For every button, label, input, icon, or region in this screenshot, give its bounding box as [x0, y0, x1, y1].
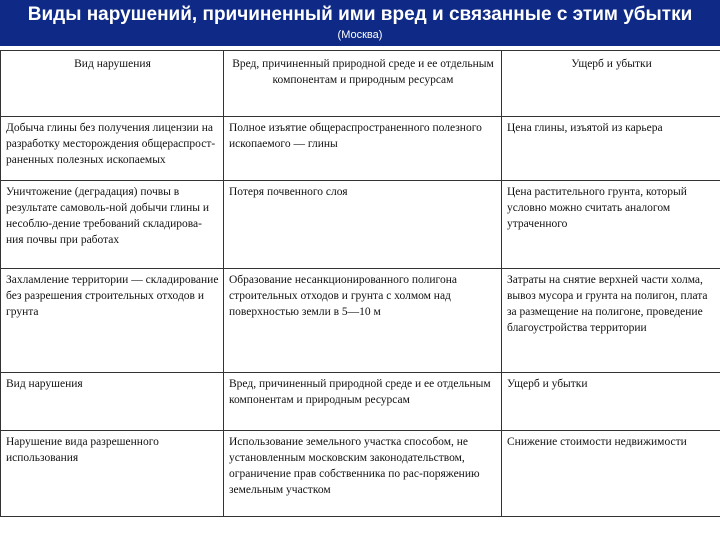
cell-harm: Использование земельного участка способом, не установленным московским законодательством, ограничение прав собственника по рас-поряжению земельным участком [224, 431, 502, 517]
cell-violation: Добыча глины без получения лицензии на разработку месторождения общераспрост-раненных полезных ископаемых [1, 117, 224, 181]
cell-harm: Потеря почвенного слоя [224, 181, 502, 269]
cell-damage: Снижение стоимости недвижимости [502, 431, 720, 517]
table-row-repeated-header [1, 373, 720, 431]
page-subtitle: (Москва) [337, 29, 383, 41]
table-row [1, 269, 720, 373]
cell-damage: Ущерб и убытки [502, 373, 720, 431]
table-header-row [1, 51, 720, 117]
cell-damage: Затраты на снятие верхней части холма, вывоз мусора и грунта на полигон, плата за размещение на полигоне, проведение благоустройства территории [502, 269, 720, 373]
violations-table [0, 50, 720, 517]
column-header-harm: Вред, причиненный природной среде и ее отдельным компонентам и природным ресурсам [224, 51, 502, 117]
cell-harm: Вред, причиненный природной среде и ее отдельным компонентам и природным ресурсам [224, 373, 502, 431]
cell-violation: Уничтожение (деградация) почвы в результате самоволь-ной добычи глины и несоблю-дение требований складирова-ния почвы при работах [1, 181, 224, 269]
table-row [1, 117, 720, 181]
table-row [1, 431, 720, 517]
cell-violation: Вид нарушения [1, 373, 224, 431]
table-row [1, 181, 720, 269]
cell-violation: Захламление территории — складирование без разрешения строительных отходов и грунта [1, 269, 224, 373]
cell-harm: Образование несанкционированного полигона строительных отходов и грунта с холмом над поверхностью земли в 5—10 м [224, 269, 502, 373]
page-title: Виды нарушений, причиненный ими вред и связанные с этим убытки [27, 4, 693, 25]
cell-damage: Цена глины, изъятой из карьера [502, 117, 720, 181]
cell-harm: Полное изъятие общераспространенного полезного ископаемого — глины [224, 117, 502, 181]
cell-damage: Цена растительного грунта, который условно можно считать аналогом утраченного [502, 181, 720, 269]
column-header-damage: Ущерб и убытки [502, 51, 720, 117]
column-header-violation: Вид нарушения [1, 51, 224, 117]
cell-violation: Нарушение вида разрешенного использования [1, 431, 224, 517]
title-banner [0, 0, 720, 46]
violations-table-container [0, 50, 720, 517]
